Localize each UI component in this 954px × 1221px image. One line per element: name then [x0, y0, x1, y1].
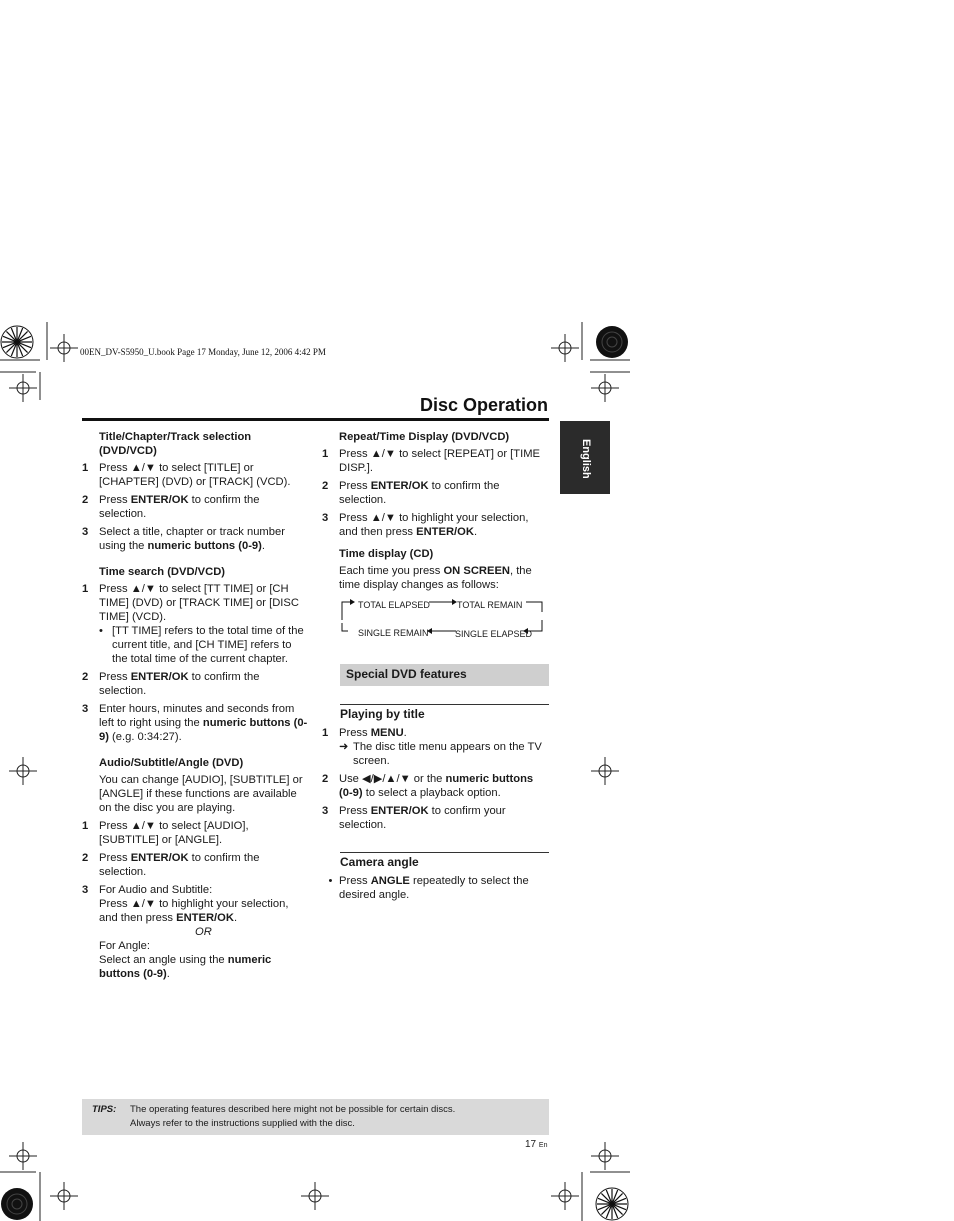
time-display-cycle-diagram — [340, 598, 550, 644]
step: 3 Press ENTER/OK to confirm your selection. — [322, 805, 506, 831]
step: 3 Press ▲/▼ to highlight your selection, and then press ENTER/OK. — [322, 512, 529, 538]
tips-box — [82, 1099, 549, 1135]
or-label: OR — [195, 926, 212, 938]
step: 3 For Audio and Subtitle: Press ▲/▼ to highlight your selection, and then press ENTER/OK. OR For Angle: Select an angle using the numeric buttons (0-9). — [82, 883, 308, 981]
label-total-elapsed: TOTAL ELAPSED — [358, 600, 430, 610]
intro-paragraph: Each time you press ON SCREEN, the time display changes as follows: — [339, 565, 532, 591]
step: 1 Press ▲/▼ to select [TITLE] or [CHAPTER] (DVD) or [TRACK] (VCD). — [82, 462, 291, 488]
book-header-file-info: 00EN_DV-S5950_U.book Page 17 Monday, June 12, 2006 4:42 PM — [80, 347, 326, 357]
result-arrow-icon: ➜ — [339, 741, 349, 753]
section-heading-time-display-cd: Time display (CD) — [339, 548, 434, 560]
language-side-tab — [560, 421, 610, 494]
page-number: 17 En — [525, 1139, 548, 1150]
step: 3 Select a title, chapter or track number using the numeric buttons (0-9). — [82, 526, 285, 552]
bullet: • Press ANGLE repeatedly to select the desired angle. — [328, 875, 529, 901]
sub-bullet: • [TT TIME] refers to the total time of the current title, and [CH TIME] refers to the total time of the current chapter. — [99, 625, 304, 665]
tips-label: TIPS: — [92, 1104, 117, 1115]
side-tab-label: English — [580, 439, 592, 479]
step: 1 Press ▲/▼ to select [AUDIO], [SUBTITLE] or [ANGLE]. — [82, 820, 249, 846]
left-column — [82, 430, 308, 985]
special-dvd-features-banner: Special DVD features — [340, 664, 549, 686]
step: 1 Press ▲/▼ to select [REPEAT] or [TIME DISP.]. — [322, 448, 540, 474]
intro-paragraph: You can change [AUDIO], [SUBTITLE] or [ANGLE] if these functions are available on the disc you are playing. — [99, 774, 303, 814]
page-title: Disc Operation — [419, 395, 548, 415]
label-single-elapsed: SINGLE ELAPSED — [455, 629, 533, 639]
section-heading-repeat-time-display: Repeat/Time Display (DVD/VCD) — [339, 431, 510, 443]
result-line: ➜ The disc title menu appears on the TV screen. — [339, 741, 542, 767]
step: 3 Enter hours, minutes and seconds from left to right using the numeric buttons (0-9) (e.g. 0:34:27). — [82, 703, 308, 743]
step: 2 Press ENTER/OK to confirm the selection. — [322, 480, 500, 506]
section-heading-playing-by-title: Playing by title — [340, 704, 549, 721]
section-heading-time-search: Time search (DVD/VCD) — [99, 566, 226, 578]
step: 2 Press ENTER/OK to confirm the selection. — [82, 671, 260, 697]
title-rule — [82, 418, 549, 421]
step: 2 Press ENTER/OK to confirm the selection. — [82, 852, 260, 878]
section-heading-audio-subtitle-angle: Audio/Subtitle/Angle (DVD) — [99, 757, 244, 769]
step: 1 Press MENU. ➜ The disc title menu appears on the TV screen. — [322, 726, 548, 768]
step: 2 Press ENTER/OK to confirm the selection. — [82, 494, 260, 520]
section-heading-camera-angle: Camera angle — [340, 852, 549, 869]
section-heading-title-chapter-track: Title/Chapter/Track selection (DVD/VCD) — [99, 431, 252, 457]
step: 2 Use ◀/▶/▲/▼ or the numeric buttons (0-9) to select a playback option. — [322, 773, 534, 799]
step: 1 Press ▲/▼ to select [TT TIME] or [CH TIME] (DVD) or [TRACK TIME] or [DISC TIME] (VCD). • [TT TIME] refers to the total time of the current title, and [CH TIME] refers to the total time of the current chapter. — [82, 582, 308, 666]
label-single-remain: SINGLE REMAIN — [358, 628, 429, 638]
label-total-remain: TOTAL REMAIN — [457, 600, 523, 610]
right-column — [322, 430, 548, 906]
tips-text: The operating features described here might not be possible for certain discs. Always refer to the instructions supplied with the disc. — [130, 1104, 456, 1129]
